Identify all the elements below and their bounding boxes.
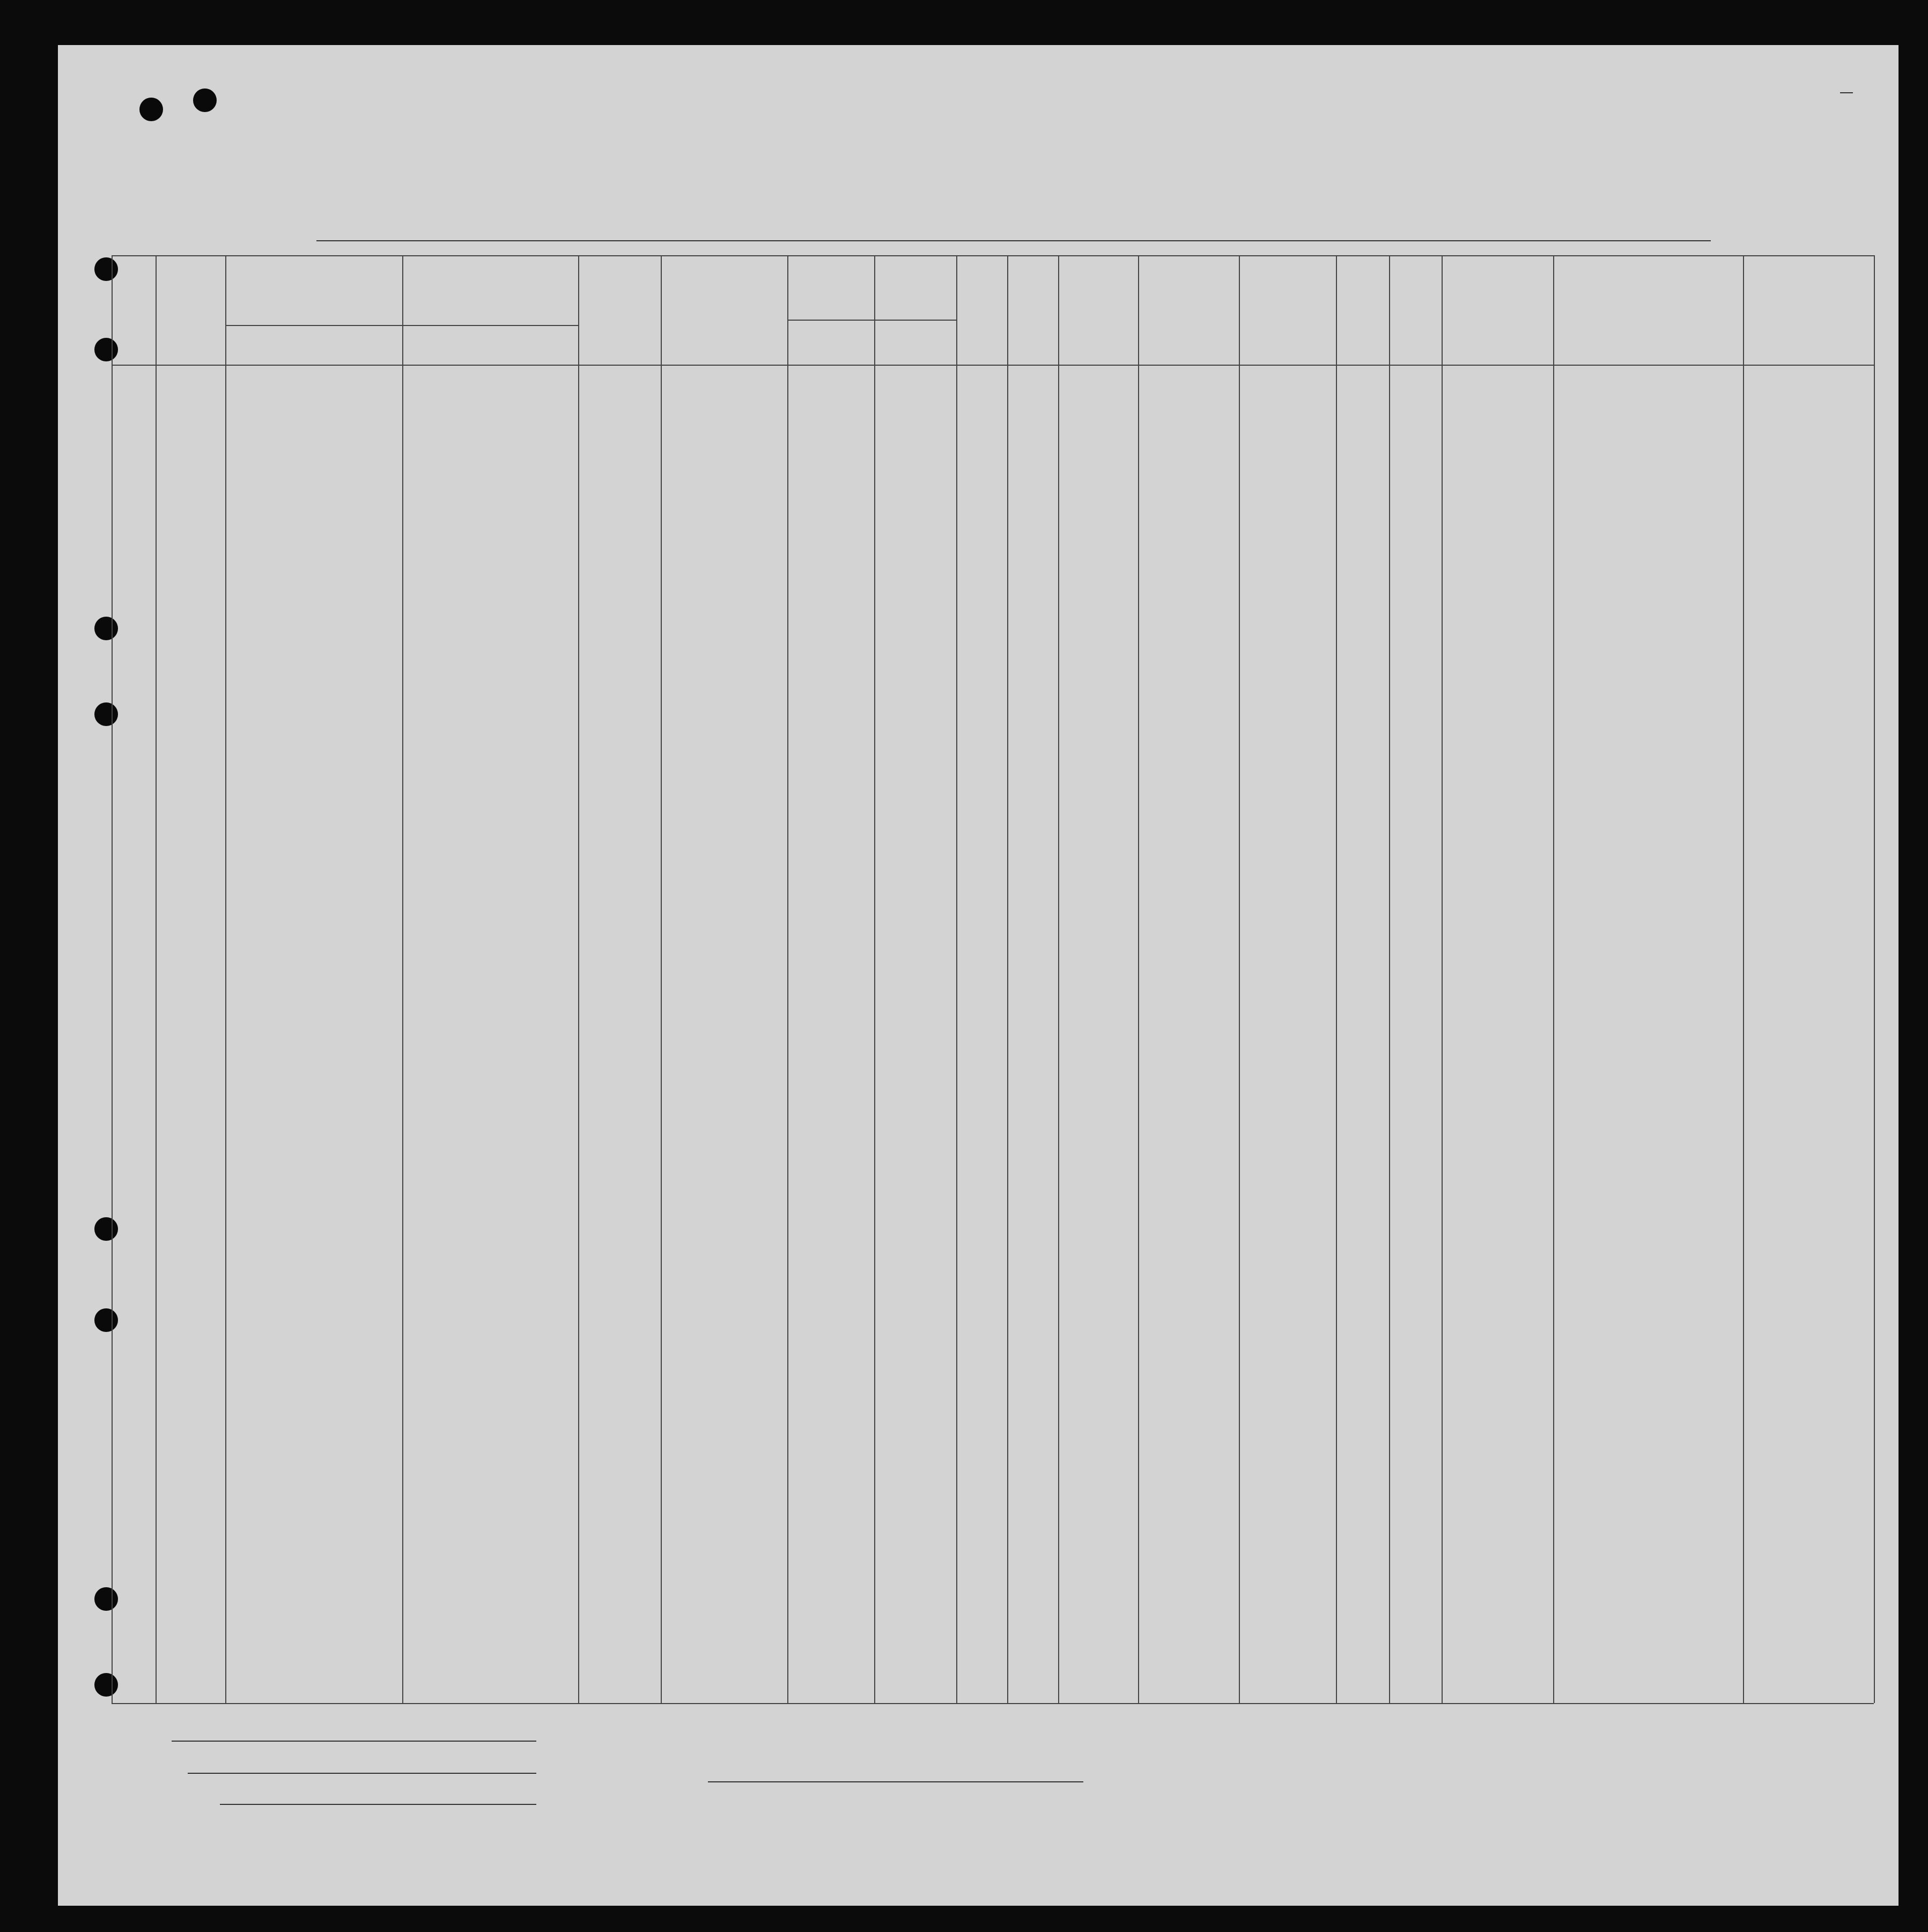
column-rule <box>1007 255 1008 1703</box>
punch-hole <box>94 1673 118 1697</box>
column-rule <box>1138 255 1139 1703</box>
punch-hole <box>94 617 118 640</box>
column-rule <box>1389 255 1390 1703</box>
shipped-subheader-rule <box>787 320 956 321</box>
name-subheader-rule <box>225 325 578 326</box>
punch-hole <box>139 98 163 121</box>
punch-hole <box>94 257 118 281</box>
footer-agents <box>128 1783 137 1800</box>
column-rule <box>578 255 579 1703</box>
footer-owners <box>128 1752 137 1769</box>
punch-hole <box>94 1587 118 1611</box>
table-bottom-rule <box>112 1703 1874 1704</box>
punch-hole <box>94 1217 118 1241</box>
column-rule <box>787 255 788 1703</box>
column-rule <box>402 255 403 1703</box>
column-rule <box>1874 255 1875 1703</box>
column-rule <box>112 255 113 1703</box>
footer-line-rule <box>172 1741 536 1742</box>
column-rule <box>874 255 875 1703</box>
column-rule <box>1442 255 1443 1703</box>
column-rule <box>1239 255 1240 1703</box>
sheet-value <box>1840 76 1853 93</box>
table-top-rule <box>112 255 1874 256</box>
punch-hole <box>193 88 217 112</box>
voyage-underline <box>316 240 1711 241</box>
signature-rule <box>708 1781 1083 1782</box>
column-rule <box>661 255 662 1703</box>
footer-agents-rule <box>220 1804 536 1805</box>
column-rule <box>156 255 157 1703</box>
column-rule <box>956 255 957 1703</box>
footer-line <box>128 1720 137 1737</box>
footer-owners-rule <box>188 1773 536 1774</box>
punch-hole <box>94 338 118 361</box>
column-rule <box>1058 255 1059 1703</box>
punch-hole <box>94 702 118 726</box>
voyage-line <box>240 219 528 238</box>
sheet-number <box>1833 76 1853 92</box>
punch-hole <box>94 1308 118 1332</box>
column-rule <box>1553 255 1554 1703</box>
column-rule <box>1336 255 1337 1703</box>
manifest-sheet <box>58 45 1899 1906</box>
column-rule <box>1743 255 1744 1703</box>
column-rule <box>225 255 226 1703</box>
table-header-rule <box>112 365 1874 366</box>
